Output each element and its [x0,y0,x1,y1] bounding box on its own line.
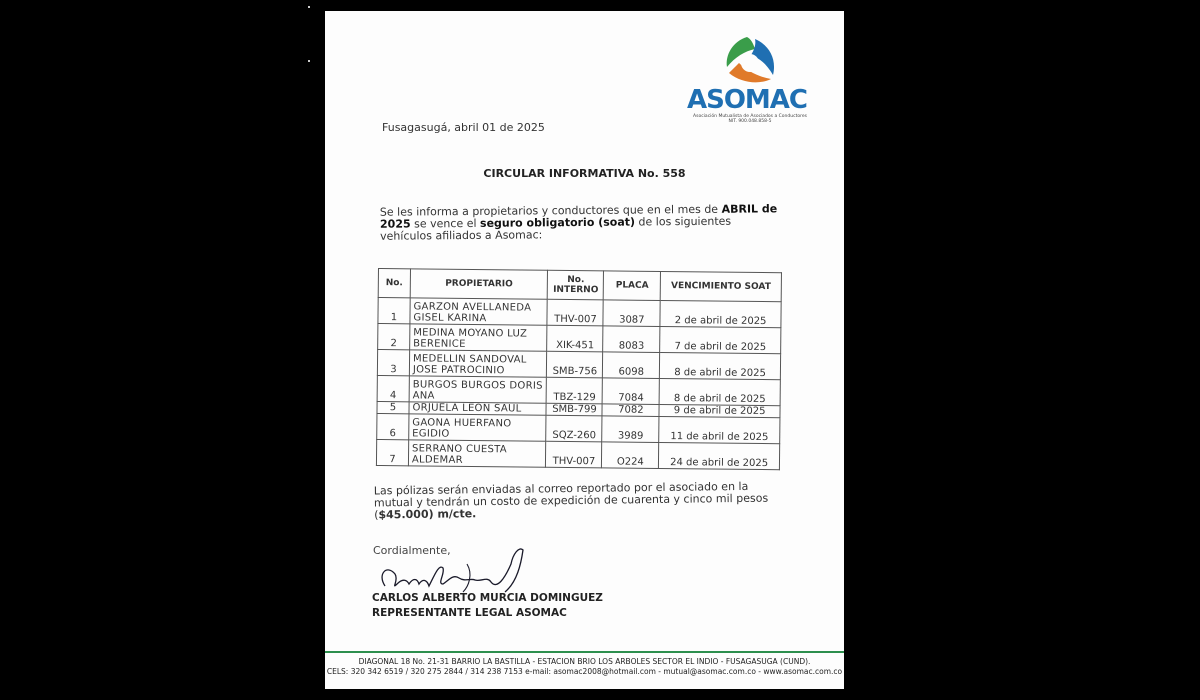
cell-plate: 7082 [602,404,659,417]
cell-expiry: 2 de abril de 2025 [660,300,781,327]
cell-internal: SMB-756 [547,351,603,378]
header-owner: PROPIETARIO [410,269,548,299]
cell-owner: GAONA HUERFANO EGIDIO [409,414,547,441]
letter-title: CIRCULAR INFORMATIVA No. 558 [483,167,686,180]
footer-divider [325,651,844,653]
cell-no: 4 [377,375,409,401]
document-page [325,11,844,689]
header-expiry: VENCIMIENTO SOAT [660,271,781,301]
signer-block [372,591,603,621]
policies-paragraph [374,481,774,522]
cell-internal: TBZ-129 [547,377,603,404]
signer-name: CARLOS ALBERTO MURCIA DOMINGUEZ [372,592,603,604]
scan-artifact [308,60,310,62]
footer [325,657,844,677]
cell-plate: 3989 [602,416,659,443]
logo-wordmark: ASOMAC [686,85,808,115]
table-row [377,413,780,443]
cell-expiry: 8 de abril de 2025 [659,378,780,405]
cell-internal: XIK-451 [547,325,603,352]
intro-text: se vence el [410,216,481,231]
cell-internal: SMB-799 [546,403,602,416]
cell-internal: THV-007 [547,299,603,326]
intro-soat: seguro obligatorio (soat) [479,215,636,230]
cell-expiry: 9 de abril de 2025 [659,404,780,417]
footer-address: DIAGONAL 18 No. 21-31 BARRIO LA BASTILLA - ESTACION BRIO LOS ARBOLES SECTOR EL INDIO - FUSAGASUGA (CUND). [358,657,811,666]
cell-owner: MEDELLIN SANDOVAL JOSE PATROCINIO [409,350,547,377]
cell-expiry: 7 de abril de 2025 [660,326,781,353]
cell-no: 5 [377,401,409,413]
cell-internal: THV-007 [546,441,602,468]
cell-expiry: 8 de abril de 2025 [660,352,781,379]
intro-text: Se les informa a propietarios y conductores que en el mes de [379,202,722,219]
header-plate: PLACA [604,271,661,301]
cell-expiry: 24 de abril de 2025 [659,442,780,469]
intro-paragraph [380,203,780,242]
signer-role: REPRESENTANTE LEGAL ASOMAC [372,607,567,619]
cell-no: 3 [377,350,409,376]
table-header-row [378,269,781,302]
logo-subtitle-line: Asociación Mutualista de Asociados a Conductores [693,114,807,119]
cell-plate: 8083 [603,326,660,353]
logo-nit: NIT. 900.048.858-5 [728,119,772,124]
soat-table [376,268,782,470]
cell-internal: SQZ-260 [546,415,602,442]
policies-amount: $45.000 [378,507,429,522]
cell-plate: O224 [602,442,659,469]
cell-owner: SERRANO CUESTA ALDEMAR [408,440,546,467]
footer-contacts: CELS: 320 342 6519 / 320 275 2844 / 314 238 7153 e-mail: asomac2008@hotmail.com - mutual@asomac.com.co - www.asomac.com.co [326,667,843,676]
cell-no: 2 [378,324,410,350]
table-row [378,324,781,354]
cell-plate: 3087 [603,300,660,327]
letter-date: Fusagasugá, abril 01 de 2025 [382,121,545,134]
table-row [378,298,781,328]
policies-text: Las pólizas serán enviadas al correo reportado por el asociado en la mutual y tendrán un costo de expedición de cuarenta y cinco mil pesos ( [373,479,769,522]
cell-no: 1 [378,298,410,324]
header-no: No. [378,269,410,298]
asomac-logo [685,31,815,127]
cell-owner: MEDINA MOYANO LUZ BERENICE [410,324,548,351]
cell-no: 6 [377,413,409,439]
table-body [376,298,781,470]
logo-subtitle [690,114,810,124]
cell-expiry: 11 de abril de 2025 [659,416,780,443]
cell-plate: 7084 [603,378,660,405]
intro-text: de los siguientes vehículos afiliados a Asomac: [380,214,732,243]
header-internal: No. INTERNO [548,270,604,300]
cell-owner: BURGOS BURGOS DORIS ANA [409,376,547,403]
closing-salutation: Cordialmente, [373,544,451,557]
logo-emblem-icon [685,31,815,91]
scan-artifact [308,6,310,8]
policies-end: ) m/cte. [428,507,477,521]
intro-month: ABRIL de 2025 [379,202,778,231]
cell-no: 7 [376,439,408,465]
cell-owner: GARZON AVELLANEDA GISEL KARINA [410,298,548,325]
cell-owner: ORJUELA LEON SAUL [409,402,547,415]
table-row [376,439,779,469]
table-row [377,350,780,380]
cell-plate: 6098 [603,352,660,379]
